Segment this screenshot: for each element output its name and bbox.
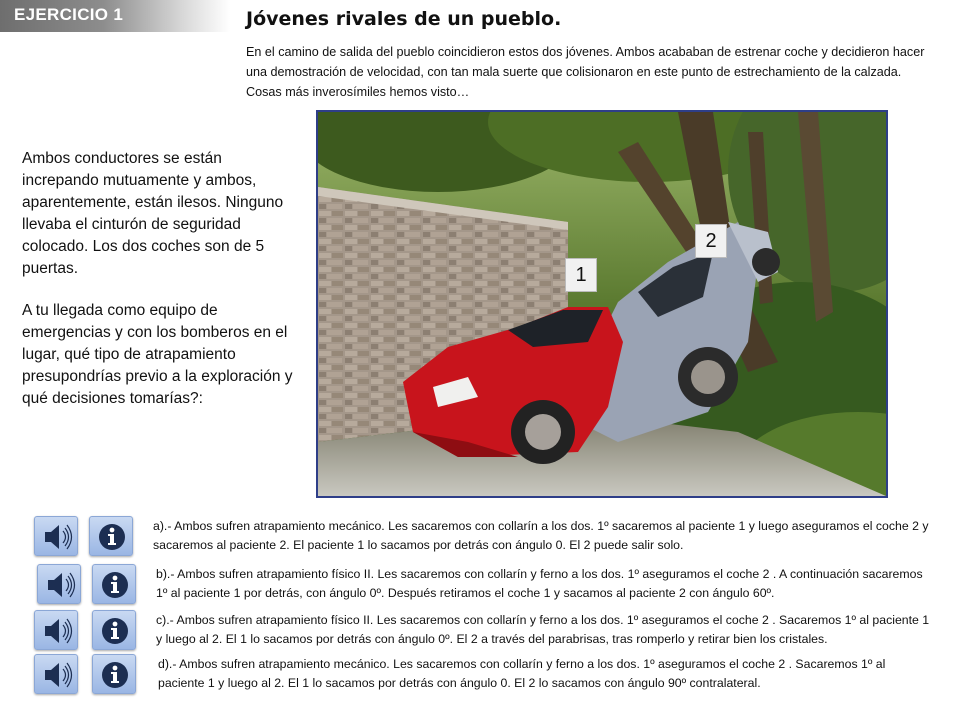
- case-description: [22, 148, 294, 430]
- car-2-label: 2: [695, 224, 727, 258]
- answer-option-text[interactable]: a).- Ambos sufren atrapamiento mecánico. Les sacaremos con collarín a los dos. 1º sacaremos al paciente 1 y luego aseguramos el coche 2 y sacaremos al paciente 2. El paciente 1 lo sacamos por detrás con ángulo 0. El 2 puede salir solo.: [153, 519, 929, 552]
- info-icon[interactable]: [92, 610, 136, 650]
- info-icon[interactable]: [89, 516, 133, 556]
- info-icon[interactable]: [92, 654, 136, 694]
- answer-option-b: [0, 564, 960, 608]
- accident-image: [316, 110, 888, 498]
- case-paragraph-1: Ambos conductores se están increpando mutuamente y ambos, aparentemente, están ilesos. Ninguno llevaba el cinturón de seguridad colocado. Los dos coches son de 5 puertas.: [22, 150, 284, 277]
- info-icon[interactable]: [92, 564, 136, 604]
- speaker-icon[interactable]: [34, 610, 78, 650]
- answer-option-d: [0, 654, 960, 698]
- speaker-icon[interactable]: [34, 654, 78, 694]
- exercise-badge: [0, 0, 230, 32]
- intro-text: En el camino de salida del pueblo coincidieron estos dos jóvenes. Ambos acababan de estrenar coche y decidieron hacer una demostración de velocidad, con tan mala suerte que colisionaron en este punto de estrechamiento de la calzada. Cosas más inverosímiles hemos visto…: [246, 45, 925, 99]
- answer-option-c: [0, 610, 960, 654]
- answer-option-text[interactable]: b).- Ambos sufren atrapamiento físico II. Les sacaremos con collarín y ferno a los dos. 1º aseguramos el coche 2 . A continuación sacaremos 1º al paciente 1 por detrás, con ángulo 0º. Después retiramos el coche 1 y sacamos al paciente 2 con ángulo 60º.: [156, 567, 923, 600]
- car-1-label: 1: [565, 258, 597, 292]
- answer-option-a: [0, 516, 960, 560]
- accident-illustration: [318, 112, 886, 496]
- case-paragraph-2: A tu llegada como equipo de emergencias y con los bomberos en el lugar, qué tipo de atrapamiento presupondrías previo a la exploración y qué decisiones tomarías?:: [22, 302, 293, 407]
- page-title: Jóvenes rivales de un pueblo.: [246, 8, 562, 30]
- exercise-badge-label: EJERCICIO 1: [14, 5, 124, 24]
- speaker-icon[interactable]: [34, 516, 78, 556]
- answer-option-text[interactable]: d).- Ambos sufren atrapamiento mecánico. Les sacaremos con collarín y ferno a los dos. 1º aseguramos el coche 2 . Sacaremos 1º al paciente 1 y luego al 2. El 1 lo sacamos por detrás con ángulo 0. El 2 lo sacamos con ángulo 90º contralateral.: [158, 657, 886, 690]
- speaker-icon[interactable]: [37, 564, 81, 604]
- answer-option-text[interactable]: c).- Ambos sufren atrapamiento físico II. Les sacaremos con collarín y ferno a los dos. 1º aseguramos el coche 2 . Sacaremos 1º al paciente 1 y luego al 2. El 1 lo sacamos por detrás con ángulo 0º. El 2 a través del parabrisas, tras romperlo y retirar bien los cristales.: [156, 613, 930, 646]
